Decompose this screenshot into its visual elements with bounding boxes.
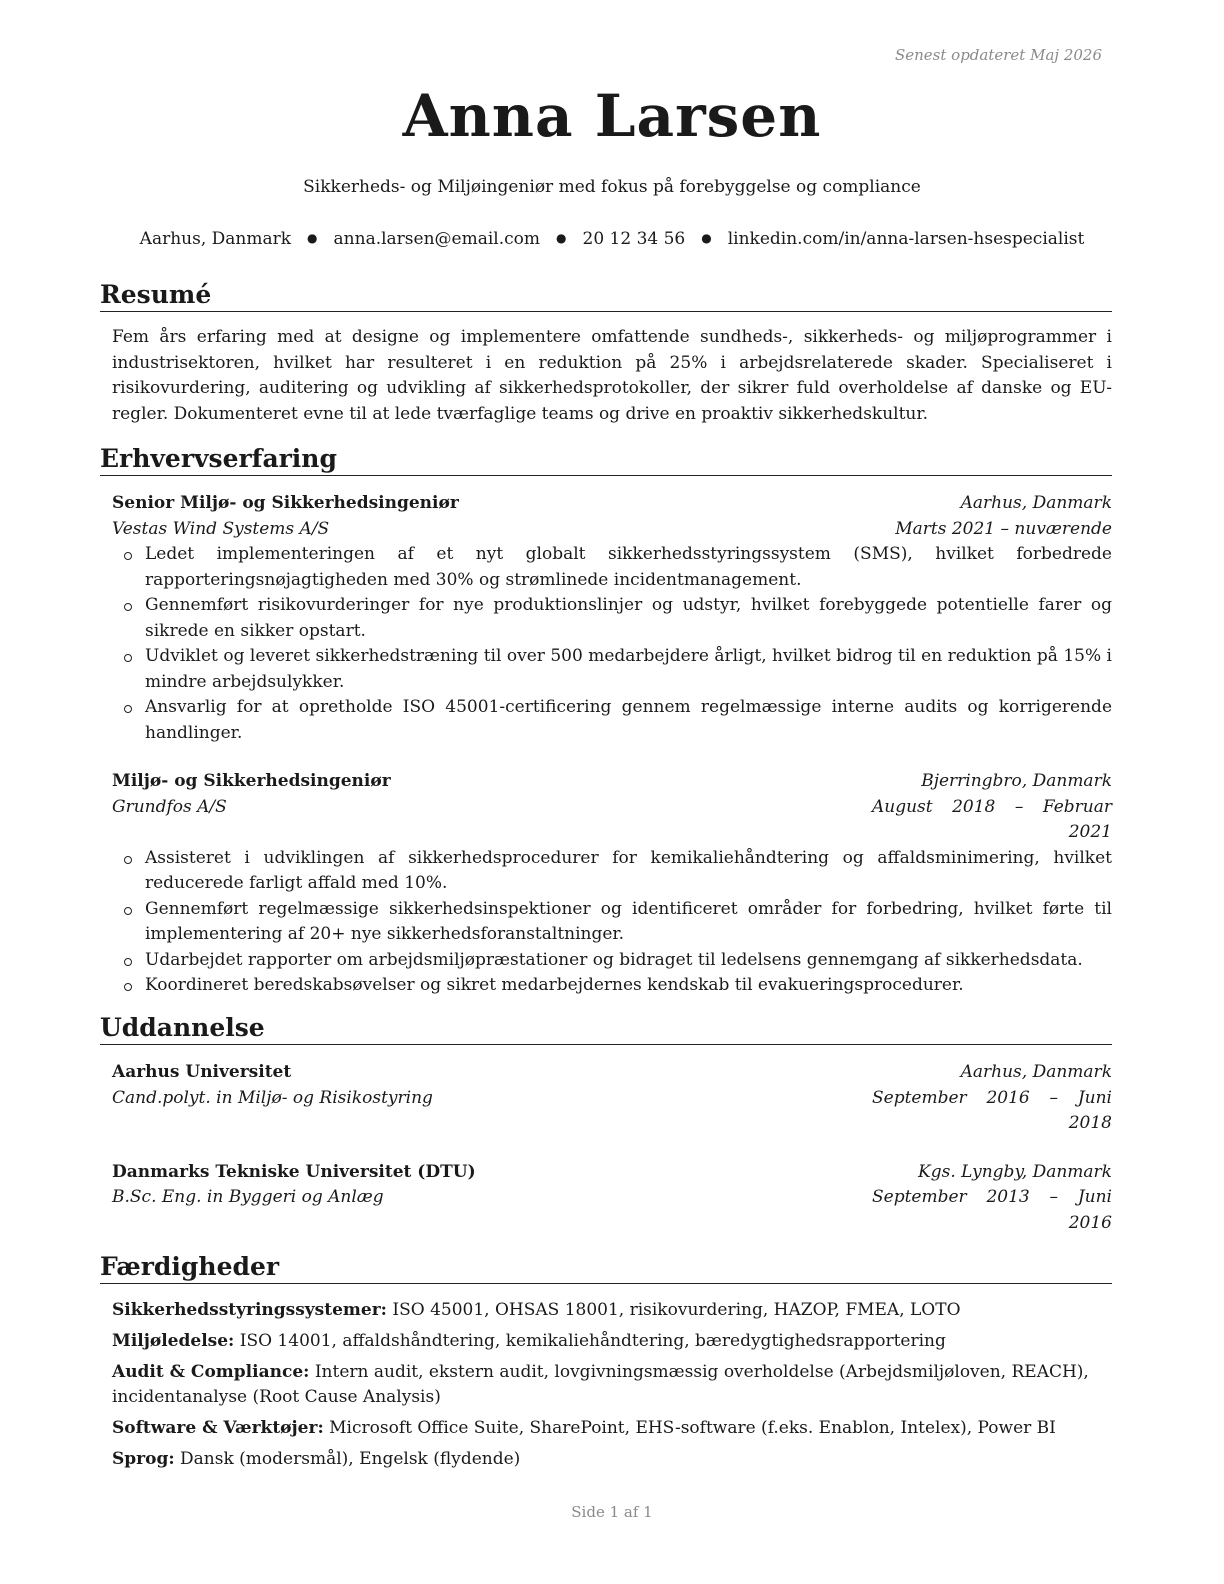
skill-label: Miljøledelse: xyxy=(112,1331,235,1351)
last-updated: Senest opdateret Maj 2026 xyxy=(894,46,1102,64)
circle-bullet-icon xyxy=(124,654,132,662)
contact-email[interactable]: anna.larsen@email.com xyxy=(333,229,541,249)
list-item: Ledet implementeringen af et nyt globalt sikkerhedsstyringssystem (SMS), hvilket forbedrede rapporteringsnøjagtigheden med 30% og strømlinede incidentmanagement. xyxy=(112,542,1112,593)
skill-line xyxy=(112,1329,1112,1354)
skill-value: ISO 14001, affaldshåndtering, kemikaliehåndtering, bæredygtighedsrapportering xyxy=(239,1331,946,1351)
job-entry xyxy=(112,491,1112,746)
section-heading: Færdigheder xyxy=(100,1252,1112,1284)
job-company: Vestas Wind Systems A/S xyxy=(112,518,330,539)
circle-bullet-icon xyxy=(124,552,132,560)
skill-label: Sikkerhedsstyringssystemer: xyxy=(112,1300,387,1320)
education-dates: September 2016 – Juni 2018 xyxy=(872,1087,1112,1133)
job-location: Aarhus, Danmark xyxy=(960,493,1112,513)
circle-bullet-icon xyxy=(124,856,132,864)
bullet-separator-icon: ● xyxy=(701,231,712,245)
skill-value: Intern audit, ekstern audit, lovgivningsmæssig overholdelse (Arbejdsmiljøloven, REACH), incidentanalyse (Root Cause Analysis) xyxy=(112,1362,1089,1407)
job-entry xyxy=(112,769,1112,999)
skill-label: Sprog: xyxy=(112,1449,175,1469)
section-heading: Erhvervserfaring xyxy=(100,444,1112,476)
job-bullets xyxy=(112,846,1112,999)
school-location: Aarhus, Danmark xyxy=(960,1062,1112,1082)
education-entry xyxy=(112,1160,1112,1237)
degree: Cand.polyt. in Miljø- og Risikostyring xyxy=(112,1087,433,1108)
contact-linkedin[interactable]: linkedin.com/in/anna-larsen-hsespecialist xyxy=(727,229,1085,249)
job-title: Senior Miljø- og Sikkerhedsingeniør xyxy=(112,493,459,513)
summary-text: Fem års erfaring med at designe og implementere omfattende sundheds-, sikkerheds- og miljøprogrammer i industrisektoren, hvilket har resulteret i en reduktion på 25% i arbejdsrelaterede skader. Specialiseret i risikovurdering, auditering og udvikling af sikkerhedsprotokoller, der sikrer fuld overholdelse af danske og EU-regler. Dokumenteret evne til at lede tværfaglige teams og drive en proaktiv sikkerhedskultur. xyxy=(112,327,1112,424)
skill-label: Software & Værktøjer: xyxy=(112,1418,324,1438)
circle-bullet-icon xyxy=(124,705,132,713)
skill-line xyxy=(112,1447,1112,1472)
circle-bullet-icon xyxy=(124,603,132,611)
education-section xyxy=(100,1013,1112,1236)
contact-location: Aarhus, Danmark xyxy=(139,229,292,249)
job-dates: August 2018 – Februar 2021 xyxy=(872,796,1112,842)
job-title: Miljø- og Sikkerhedsingeniør xyxy=(112,771,391,791)
job-location: Bjerringbro, Danmark xyxy=(921,771,1112,791)
job-dates: Marts 2021 – nuværende xyxy=(895,518,1112,539)
list-item: Udviklet og leveret sikkerhedstræning til over 500 medarbejdere årligt, hvilket bidrog til en reduktion på 15% i mindre arbejdsulykker. xyxy=(112,644,1112,695)
section-heading: Resumé xyxy=(100,280,1112,312)
skill-line xyxy=(112,1416,1112,1441)
skill-value: Microsoft Office Suite, SharePoint, EHS-software (f.eks. Enablon, Intelex), Power BI xyxy=(329,1418,1056,1438)
list-item: Assisteret i udviklingen af sikkerhedsprocedurer for kemikaliehåndtering og affaldsminimering, hvilket reducerede farligt affald med 10%. xyxy=(112,846,1112,897)
bullet-separator-icon: ● xyxy=(556,231,567,245)
education-entry xyxy=(112,1060,1112,1137)
page-number: Side 1 af 1 xyxy=(571,1503,653,1521)
summary-section xyxy=(100,280,1112,427)
job-bullets xyxy=(112,542,1112,746)
circle-bullet-icon xyxy=(124,958,132,966)
experience-section xyxy=(100,444,1112,999)
contact-line xyxy=(0,229,1224,249)
list-item: Ansvarlig for at opretholde ISO 45001-certificering gennem regelmæssige interne audits og korrigerende handlinger. xyxy=(112,695,1112,746)
skill-value: ISO 45001, OHSAS 18001, risikovurdering, HAZOP, FMEA, LOTO xyxy=(392,1300,961,1320)
skill-line xyxy=(112,1360,1112,1410)
school-name: Danmarks Tekniske Universitet (DTU) xyxy=(112,1161,476,1182)
degree: B.Sc. Eng. in Byggeri og Anlæg xyxy=(112,1187,384,1207)
list-item: Gennemført regelmæssige sikkerhedsinspektioner og identificeret områder for forbedring, hvilket førte til implementering af 20+ nye sikkerhedsforanstaltninger. xyxy=(112,897,1112,948)
tagline: Sikkerheds- og Miljøingeniør med fokus på forebyggelse og compliance xyxy=(303,177,921,197)
list-item: Udarbejdet rapporter om arbejdsmiljøpræstationer og bidraget til ledelsens gennemgang af sikkerhedsdata. xyxy=(112,948,1112,974)
skill-label: Audit & Compliance: xyxy=(112,1362,310,1382)
job-company: Grundfos A/S xyxy=(112,796,227,817)
skills-section xyxy=(100,1252,1112,1478)
skill-line xyxy=(112,1298,1112,1323)
school-name: Aarhus Universitet xyxy=(112,1062,292,1082)
school-location: Kgs. Lyngby, Danmark xyxy=(918,1161,1112,1182)
circle-bullet-icon xyxy=(124,983,132,991)
education-dates: September 2013 – Juni 2016 xyxy=(872,1187,1112,1233)
candidate-name: Anna Larsen xyxy=(402,82,822,150)
list-item: Koordineret beredskabsøvelser og sikret medarbejdernes kendskab til evakueringsprocedurer. xyxy=(112,973,1112,999)
bullet-separator-icon: ● xyxy=(307,231,318,245)
circle-bullet-icon xyxy=(124,907,132,915)
contact-phone: 20 12 34 56 xyxy=(582,229,686,249)
skill-value: Dansk (modersmål), Engelsk (flydende) xyxy=(180,1449,521,1469)
list-item: Gennemført risikovurderinger for nye produktionslinjer og udstyr, hvilket forebyggede potentielle farer og sikrede en sikker opstart. xyxy=(112,593,1112,644)
section-heading: Uddannelse xyxy=(100,1013,1112,1045)
